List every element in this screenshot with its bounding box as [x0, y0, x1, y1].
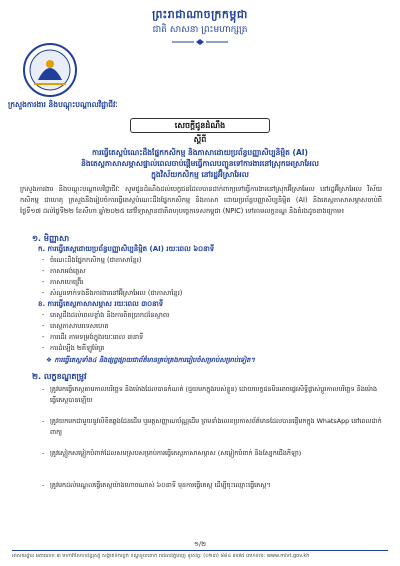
ai-test-item: - ភាសាហេព្រ៊ើរ	[50, 278, 83, 288]
kingdom-heading: ព្រះរាជាណាចក្រកម្ពុជា	[152, 8, 248, 21]
headline-line-1: ការធ្វើតេស្តបំណេះដឹងផ្នែកកសិកម្ម និងភាសាដោយប្រព័ន្ធបញ្ញាសិប្បនិម្មិត (AI)	[92, 148, 308, 157]
footer-address: អាសយដ្ឋាន អគារលេខ ៣ មហាវិថីសហព័ន្ធរុស្ស៊ី សង្កាត់ទឹកល្អក់ ខណ្ឌទួលគោក រាជធានីភ្នំពេញ ទូរស័ព្ទ: (០២៣) ៨៨៤ ៣៧៥ គេហទំព័រ: www.mlvt.gov.kh	[12, 553, 310, 559]
national-motto: ជាតិ សាសនា ព្រះមហាក្សត្រ	[152, 25, 248, 35]
interview-test-item: - តេស្តដឹងដល់ពេលខ្លាំង និងការពិតប្រាកដនៃស្ថាពរ	[50, 311, 169, 321]
page-number: ១/២	[193, 540, 207, 548]
interview-test-item: - តេស្តភាសាបរទេសហេត	[50, 322, 109, 332]
ai-test-item: - ភាសាអង់គ្លេស	[50, 267, 86, 277]
footer-divider	[12, 550, 388, 551]
section-requirements-heading: ២. លក្ខខណ្ឌតម្រូវ	[32, 372, 87, 381]
test-note	[46, 356, 255, 366]
section-subjects-heading: ១. មិញ្ញាសា	[32, 234, 70, 243]
test-note-text: ការធ្វើតេស្តទាំង៤ និងផ្សព្វផ្សាយជាព័ត៌មានគ្រប់គ្រងការរៀបចំសម្រាប់សម្រាប់ទៀត។	[54, 356, 255, 364]
requirement-item: - ត្រូវស្លៀកសម្លៀកបំពាក់ដែលសមស្របសម្រាប់ការធ្វើតេស្តភាសាសម្ភាស (សម្លៀកបំពាក់ និងស្បែកជើងកីឡា)	[50, 448, 382, 459]
headline-line-3: ក្នុងវិស័យកសិកម្ម នៅរដ្ឋអ៊ីស្រាអែល	[151, 170, 249, 179]
interview-test-item: - ការដើរ តាមទម្រង់ក្នុងរយៈពេល ៣នាទី	[50, 333, 143, 343]
requirement-item: - ត្រូវមកដល់មណ្ឌលធ្វើតេស្តយ៉ាងហោចណាស់ ៦០នាទី មុនការធ្វើតេស្ត ដើម្បីចុះឈ្មោះធ្វើតេស្ត។	[50, 480, 382, 491]
ai-test-item: - ចំណេះដឹងផ្នែកកសិកម្ម (ជាភាសាខ្មែរ)	[50, 256, 141, 266]
notice-title: សេចក្តីជូនដំណឹង	[130, 118, 270, 133]
intro-paragraph: ក្រសួងការងារ និងបណ្តុះបណ្តាលវិជ្ជាជីវៈ សូមជូនដំណឹងដល់បេក្ខជនដែលបានដាក់ពាក្យទៅធ្វើការងារនៅស្រុកអ៊ីស្រាអែល នៅរដ្ឋអ៊ីស្រាអែល វិស័យកសិកម្ម ជាហេតុ ក្រសួងនឹងរៀបចំការធ្វើតេស្តបំណេះដឹងផ្នែកកសិកម្ម និងភាសា ដោយប្រព័ន្ធបញ្ញាសិប្បនិម្មិត (AI) និងតេស្តភាសាសម្ភាសចាប់ពីថ្ងៃទី១៧ ដល់ថ្ងៃទី២២ ខែសីហា ឆ្នាំ២០២៥ នៅវិទ្យាស្ថានជាតិពហុបច្ចេកទេសកម្ពុជា (NPIC) ទៅតាមលក្ខខណ្ឌ និងតំរងដូចខាងក្រោម៖	[20, 185, 382, 215]
interview-test-heading: ខ. ការធ្វើតេស្តភាសាសម្ភាស រយៈពេល ៣០នាទី	[38, 300, 164, 308]
ornament-divider-icon	[170, 38, 230, 46]
notice-subject: ស្តីពី	[193, 135, 207, 144]
ministry-logo-icon	[22, 42, 78, 98]
interview-test-item: - ការដំឡើង ២គីឡូម៉ែត្រ	[50, 344, 104, 354]
headline-line-2: និងតេស្តភាសាសម្ភាសផ្ទាល់ពេលចាប់ផ្តើមធ្វើកាលបញ្ជូនទៅការងារនៅស្រុកអេស្រាអែល	[81, 159, 319, 168]
diamond-bullet-icon: ❖	[46, 356, 55, 364]
ministry-name: ក្រសួងការងារ និងបណ្តុះបណ្តាលវិជ្ជាជីវៈ	[8, 100, 118, 109]
requirement-item: - ត្រូវយកមកជាមួយនូវលិខិតឆ្លងដែនដើម ឬអត្តសញ្ញាណប័ណ្ណដើម ព្រមទាំងលេខប្រកាសព័ត៌មានដែលបានផ្ញើមកក្នុង WhatsApp នៅពេលដាក់ពាក្យ	[50, 416, 382, 437]
ai-test-heading: ក. ការធ្វើតេស្តដោយប្រព័ន្ធបញ្ញាសិប្បនិម្មិត (AI) រយៈពេល ៦០នាទី	[38, 245, 215, 253]
ai-test-item: - សំណួរទាក់ទងនឹងការងារនៅអ៊ីស្រាអែល (ជាភាសាខ្មែរ)	[50, 289, 182, 299]
requirement-item: - ត្រូវមកធ្វើតេស្តតាមកាលបរិច្ឆេទ និងម៉ោងដែលបានកំណត់ (ជួយមកក្នុងរបស់ខ្លួន) ដោយបេក្ខជនមិនអាចផ្ទេរសិទ្ធិផ្លាស់ប្តូរកាលបរិច្ឆេទ និងម៉ោងធ្វើតេស្តបានឡើយ	[50, 384, 382, 405]
